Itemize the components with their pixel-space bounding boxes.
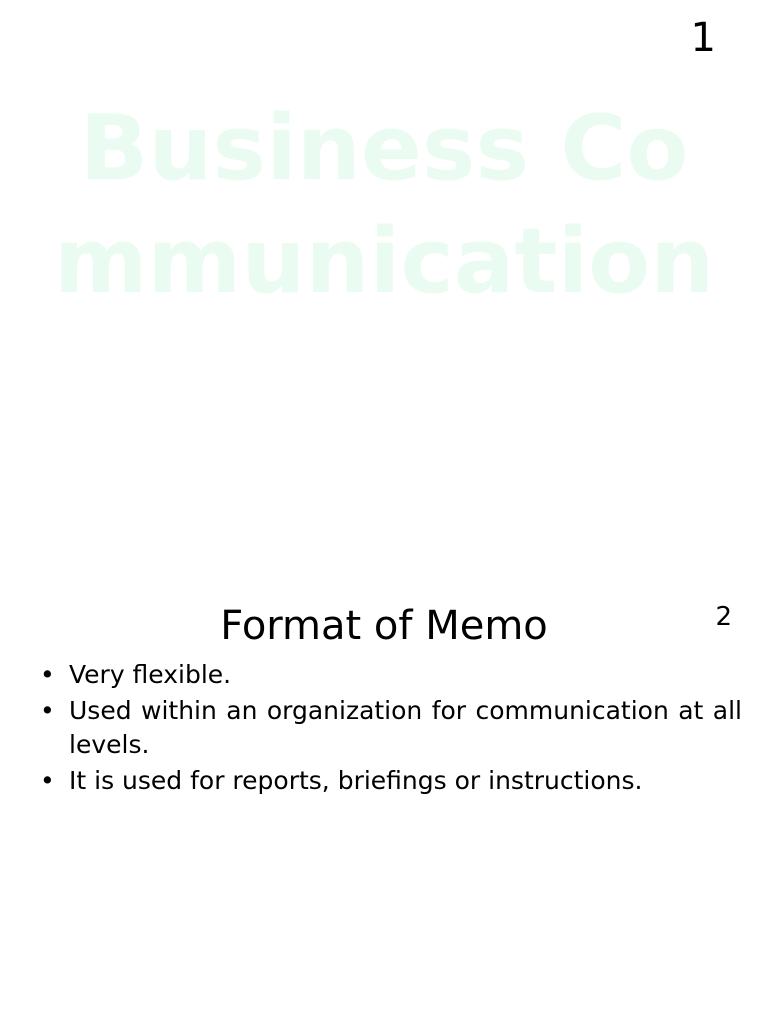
slide-title: Format of Memo	[220, 603, 548, 649]
bullet-text: It is used for reports, briefings or instructions.	[69, 766, 643, 795]
bullet-text: Used within an organization for communication at all levels.	[69, 696, 742, 759]
bullet-icon: •	[40, 696, 55, 725]
bullet-item	[40, 764, 742, 798]
slide-title-watermark: Business Communication	[53, 96, 715, 314]
bullet-item	[40, 658, 742, 692]
bullet-text: Very flexible.	[69, 660, 232, 689]
bullet-icon: •	[40, 766, 55, 795]
bullet-icon: •	[40, 660, 55, 689]
slide-2	[0, 540, 768, 1024]
bullet-list	[40, 658, 742, 800]
bullet-item	[40, 694, 742, 762]
page-number: 2	[715, 602, 732, 632]
page-number: 1	[690, 15, 716, 61]
